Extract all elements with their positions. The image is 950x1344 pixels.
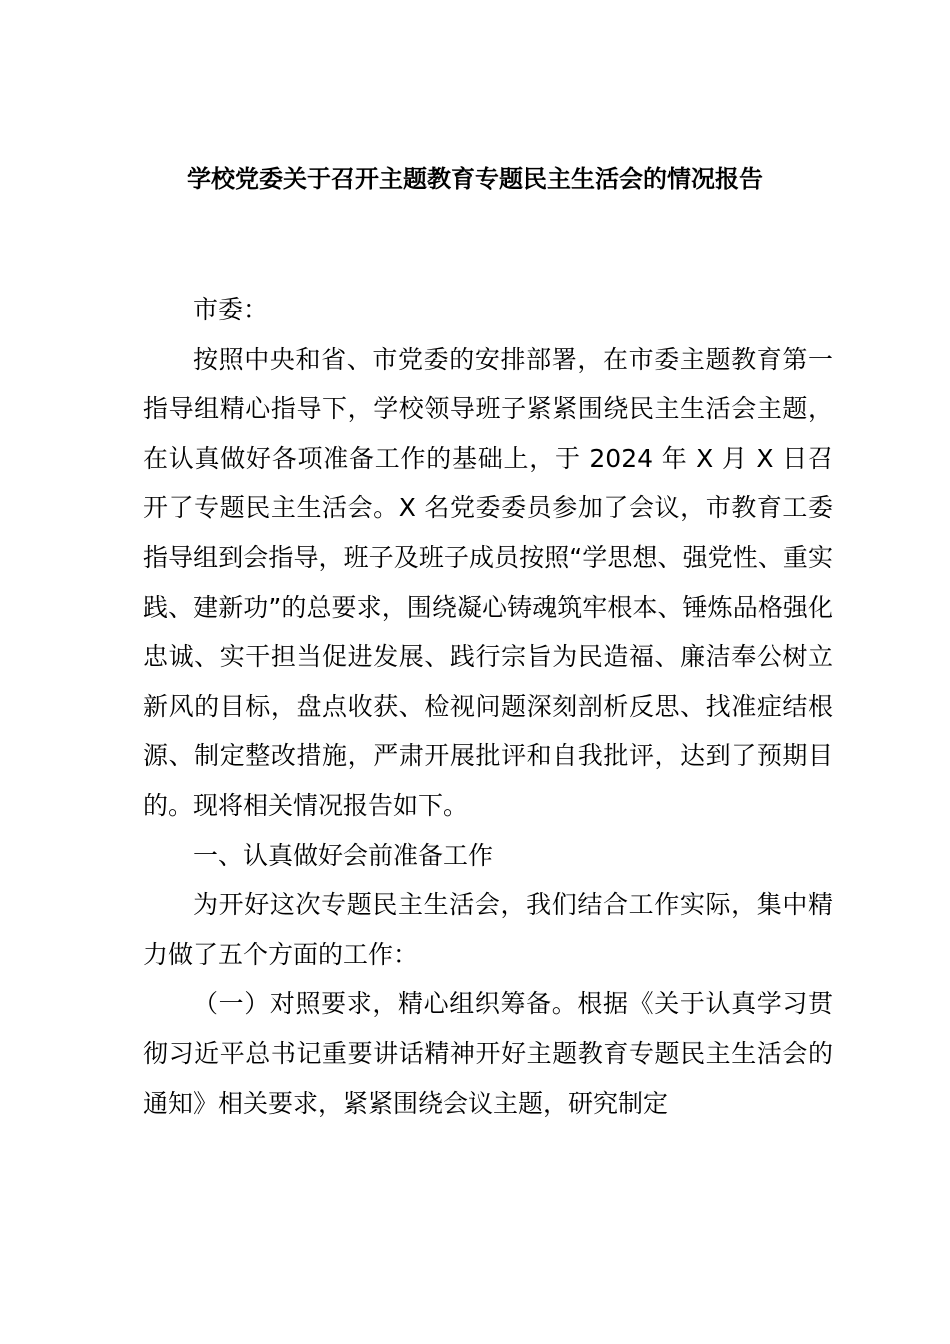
salutation: 市委： [193,295,269,324]
document-body [143,285,833,1128]
section-heading-1: 一、认真做好会前准备工作 [193,840,494,870]
paragraph-intro: 按照中央和省、市党委的安排部署，在市委主题教育第一指导组精心指导下，学校领导班子紧紧围绕民主生活会主题，在认真做好各项准备工作的基础上，于 2024 年 X 月 X 日召开了专题民主生活会。X 名党委委员参加了会议，市教育工委指导组到会指导，班子及班子成员按照“学思想、强党性、重实践、建新功”的总要求，围绕凝心铸魂筑牢根本、锤炼品格强化忠诚、实干担当促进发展、践行宗旨为民造福、廉洁奉公树立新风的目标，盘点收获、检视问题深刻剖析反思、找准症结根源、制定整改措施，严肃开展批评和自我批评，达到了预期目的。现将相关情况报告如下。 [143,344,833,820]
paragraph-section-1-intro: 为开好这次专题民主生活会，我们结合工作实际，集中精力做了五个方面的工作： [143,890,833,969]
document-title: 学校党委关于召开主题教育专题民主生活会的情况报告 [187,165,763,193]
paragraph-subsection-1: （一）对照要求，精心组织筹备。根据《关于认真学习贯彻习近平总书记重要讲话精神开好主题教育专题民主生活会的通知》相关要求，紧紧围绕会议主题，研究制定 [143,989,833,1118]
